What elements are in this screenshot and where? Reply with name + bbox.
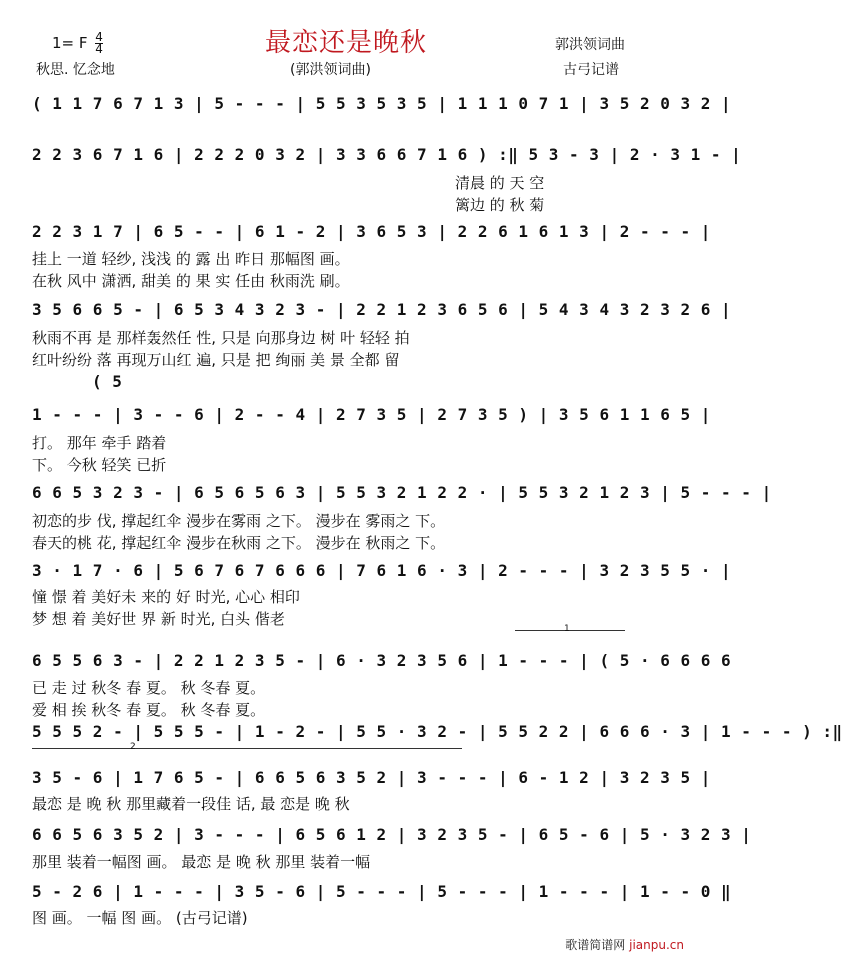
lyric-line-10: 最恋 是 晚 秋 那里藏着一段佳 话, 最 恋是 晚 秋 <box>32 795 350 813</box>
lyric-line-5a: 打。 那年 牵手 踏着 <box>32 434 167 452</box>
lyric-line-8a: 已 走 过 秋冬 春 夏。 秋 冬春 夏。 <box>32 679 266 697</box>
lyric-line-4a: 秋雨不再 是 那样轰然任 性, 只是 向那身边 树 叶 轻轻 拍 <box>32 329 410 347</box>
lyric-line-6b: 春天的桃 花, 撑起红伞 漫步在秋雨 之下。 漫步在 秋雨之 下。 <box>32 534 446 552</box>
arranger-credit: 古弓记谱 <box>563 62 619 78</box>
notation-line-7: 3 · 1 7 · 6 | 5 6 7 6 7 6 6 6 | 7 6 1 6 · 3 | 2 - - - | 3 2 3 5 5 · | <box>32 561 732 580</box>
volta-bracket-2 <box>32 748 462 749</box>
subtitle-center: (郭洪领词曲) <box>290 62 371 78</box>
time-sig-top: 4 <box>95 30 103 44</box>
notation-line-8: 6 5 5 6 3 - | 2 2 1 2 3 5 - | 6 · 3 2 3 5 6 | 1 - - - | ( 5 · 6 6 6 6 <box>32 651 732 670</box>
composer-credit: 郭洪领词曲 <box>555 37 625 53</box>
notation-line-4: 3 5 6 6 5 - | 6 5 3 4 3 2 3 - | 2 2 1 2 3 6 5 6 | 5 4 3 4 3 2 3 2 6 | <box>32 300 732 319</box>
lyric-line-3b: 在秋 风中 潇洒, 甜美 的 果 实 任由 秋雨洗 刷。 <box>32 272 350 290</box>
lyric-line-11: 那里 装着一幅图 画。 最恋 是 晚 秋 那里 装着一幅 <box>32 853 371 871</box>
lyric-line-3a: 挂上 一道 轻纱, 浅浅 的 露 出 昨日 那幅图 画。 <box>32 250 350 268</box>
notation-line-12: 5 - 2 6 | 1 - - - | 3 5 - 6 | 5 - - - | 5 - - - | 1 - - - | 1 - - 0 ‖ <box>32 882 732 901</box>
page-title: 最恋还是晚秋 <box>264 28 427 58</box>
lyric-line-2b: 篱边 的 秋 菊 <box>455 196 545 214</box>
watermark-text: 歌谱简谱网 <box>565 938 626 952</box>
notation-line-3: 2 2 3 1 7 | 6 5 - - | 6 1 - 2 | 3 6 5 3 | 2 2 6 1 6 1 3 | 2 - - - | <box>32 222 711 241</box>
watermark <box>565 936 684 953</box>
subtitle-left: 秋思. 忆念地 <box>36 62 115 78</box>
lyric-line-7b: 梦 想 着 美好世 界 新 时光, 白头 偕老 <box>32 610 285 628</box>
volta-bracket-1 <box>515 630 625 631</box>
watermark-url: jianpu.cn <box>629 938 684 952</box>
notation-line-6: 6 6 5 3 2 3 - | 6 5 6 5 6 3 | 5 5 3 2 1 2 2 · | 5 5 3 2 1 2 3 | 5 - - - | <box>32 483 772 502</box>
lyric-line-4b: 红叶纷纷 落 再现万山红 遍, 只是 把 绚丽 美 景 全都 留 <box>32 351 400 369</box>
lyric-line-6a: 初恋的步 伐, 撑起红伞 漫步在雾雨 之下。 漫步在 雾雨之 下。 <box>32 512 446 530</box>
key-label: 1= F <box>52 34 88 52</box>
notation-line-11: 6 6 5 6 3 5 2 | 3 - - - | 6 5 6 1 2 | 3 2 3 5 - | 6 5 - 6 | 5 · 3 2 3 | <box>32 825 752 844</box>
notation-line-5: 1 - - - | 3 - - 6 | 2 - - 4 | 2 7 3 5 | 2 7 3 5 ) | 3 5 6 1 1 6 5 | <box>32 405 711 424</box>
lyric-line-7a: 憧 憬 着 美好未 来的 好 时光, 心心 相印 <box>32 588 300 606</box>
notation-line-9: 5 5 5 2 - | 5 5 5 - | 1 - 2 - | 5 5 · 3 2 - | 5 5 2 2 | 6 6 6 · 3 | 1 - - - ) :‖ <box>32 722 843 741</box>
time-sig-bottom: 4 <box>95 42 103 56</box>
lyric-line-12: 图 画。 一幅 图 画。 (古弓记谱) <box>32 909 248 927</box>
volta-mark-2: 2 <box>130 742 136 752</box>
time-signature <box>95 32 103 55</box>
notation-line-2: 2 2 3 6 7 1 6 | 2 2 2 0 3 2 | 3 3 6 6 7 1 6 ) :‖ 5 3 - 3 | 2 · 3 1 - | <box>32 145 742 164</box>
key-signature <box>52 32 103 55</box>
lyric-line-2a: 清晨 的 天 空 <box>455 174 545 192</box>
lyric-line-8b: 爱 相 挨 秋冬 春 夏。 秋 冬春 夏。 <box>32 701 266 719</box>
pickup-note: ( 5 <box>92 372 123 391</box>
notation-line-10: 3 5 - 6 | 1 7 6 5 - | 6 6 5 6 3 5 2 | 3 - - - | 6 - 1 2 | 3 2 3 5 | <box>32 768 711 787</box>
volta-mark-1: 1 <box>564 624 570 634</box>
notation-line-1: ( 1 1 7 6 7 1 3 | 5 - - - | 5 5 3 5 3 5 | 1 1 1 0 7 1 | 3 5 2 0 3 2 | <box>32 94 732 113</box>
lyric-line-5b: 下。 今秋 轻笑 已折 <box>32 456 167 474</box>
